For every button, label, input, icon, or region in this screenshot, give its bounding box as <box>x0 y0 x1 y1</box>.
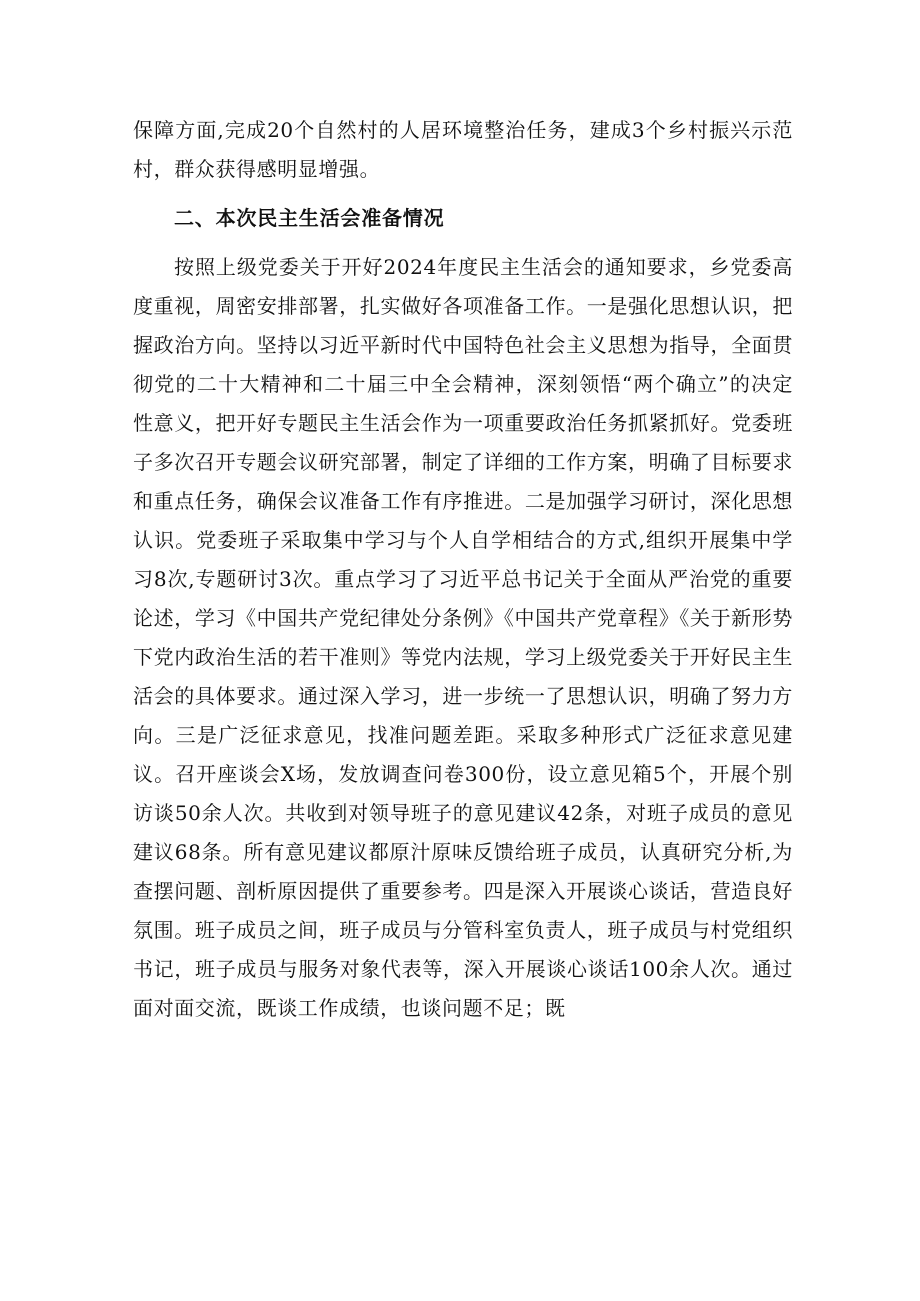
paragraph-intro: 保障方面,完成20个自然村的人居环境整治任务，建成3个乡村振兴示范村，群众获得感明显增强。 <box>133 118 793 181</box>
document-body <box>133 111 793 1028</box>
section-heading: 二、本次民主生活会准备情况 <box>174 206 445 230</box>
paragraph-main: 按照上级党委关于开好2024年度民主生活会的通知要求，乡党委高度重视，周密安排部署，扎实做好各项准备工作。一是强化思想认识，把握政治方向。坚持以习近平新时代中国特色社会主义思想为指导，全面贯彻党的二十大精神和二十届三中全会精神，深刻领悟“两个确立”的决定性意义，把开好专题民主生活会作为一项重要政治任务抓紧抓好。党委班子多次召开专题会议研究部署，制定了详细的工作方案，明确了目标要求和重点任务，确保会议准备工作有序推进。二是加强学习研讨，深化思想认识。党委班子采取集中学习与个人自学相结合的方式,组织开展集中学习8次,专题研讨3次。重点学习了习近平总书记关于全面从严治党的重要论述，学习《中国共产党纪律处分条例》《中国共产党章程》《关于新形势下党内政治生活的若干准则》等党内法规，学习上级党委关于开好民主生活会的具体要求。通过深入学习，进一步统一了思想认识，明确了努力方向。三是广泛征求意见，找准问题差距。采取多种形式广泛征求意见建议。召开座谈会X场，发放调查问卷300份，设立意见箱5个，开展个别访谈50余人次。共收到对领导班子的意见建议42条，对班子成员的意见建议68条。所有意见建议都原汁原味反馈给班子成员，认真研究分析,为查摆问题、剖析原因提供了重要参考。四是深入开展谈心谈话，营造良好氛围。班子成员之间，班子成员与分管科室负责人，班子成员与村党组织书记，班子成员与服务对象代表等，深入开展谈心谈话100余人次。通过面对面交流，既谈工作成绩，也谈问题不足；既 <box>133 255 793 1020</box>
